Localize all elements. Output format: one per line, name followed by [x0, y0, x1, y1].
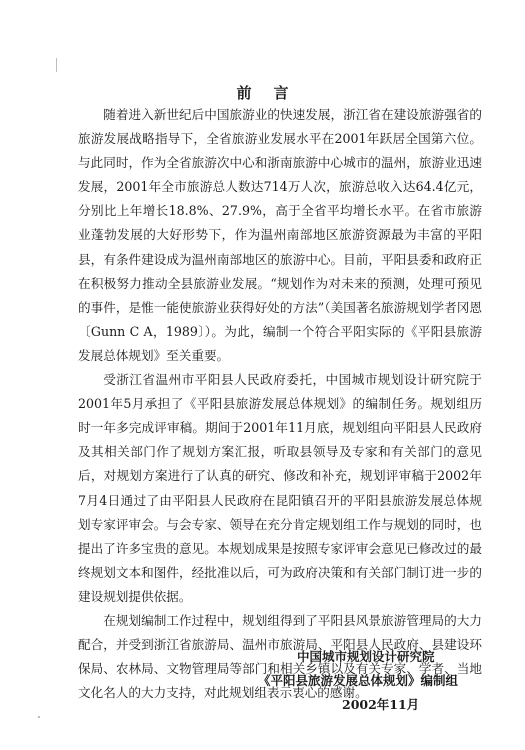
signature-institute: 中国城市规划设计研究院 — [297, 649, 435, 664]
scan-mark — [56, 58, 57, 72]
scan-mark — [38, 716, 40, 718]
paragraph-3: 在规划编制工作过程中，规划组得到了平阳县风景旅游管理局的大力配合，并受到浙江省旅游局、温州市旅游局、平阳县人民政府、县建设环保局、农林局、文物管理局等部门和相关乡镇以及有关专家、学者、当地文化名人的大力支持，对此规划组表示衷心的感谢。 — [78, 612, 482, 701]
paragraph-1: 随着进入新世纪后中国旅游业的快速发展，浙江省在建设旅游强省的旅游发展战略指导下，全省旅游业发展水平在2001年跃居全国第六位。与此同时，作为全省旅游次中心和浙南旅游中心城市的温州，旅游业迅速发展，2001年全市旅游总人数达714万人次，旅游总收入达64.4亿元，分别比上年增长18.8%、27.9%，高于全省平均增长水平。在省市旅游业蓬勃发展的大好形势下，作为温州南部地区旅游资源最为丰富的平阳县，有条件建设成为温州南部地区的旅游中心。目前，平阳县委和政府正在积极努力推动全县旅游业发展。“规划作为对未来的预测，处理可预见的事件，是惟一能使旅游业获得好处的方法”（美国著名旅游规划学者冈恩〔Gunn C A，1989〕）。为此，编制一个符合平阳实际的《平阳县旅游发展总体规划》至关重要。 — [78, 107, 482, 363]
paragraph-2: 受浙江省温州市平阳县人民政府委托，中国城市规划设计研究院于2001年5月承担了《平阳县旅游发展总体规划》的编制任务。规划组历时一年多完成评审稿。期间于2001年11月底，规划组向平阳县人民政府及其相关部门作了规划方案汇报，听取县领导及专家和有关部门的意见后，对规划方案进行了认真的研究、修改和补充，规划评审稿于2002年7月4日通过了由平阳县人民政府在昆阳镇召开的平阳县旅游发展总体规划专家评审会。与会专家、领导在充分肯定规划组工作与规划的同时，也提出了许多宝贵的意见。本规划成果是按照专家评审会意见已修改过的最终规划文本和图件，经批准以后，可为政府决策和有关部门制订进一步的建设规划提供依据。 — [78, 372, 482, 604]
preface-body — [78, 103, 482, 705]
signature-group: 《平阳县旅游发展总体规划》编制组 — [258, 673, 459, 688]
signature-date: 2002年11月 — [342, 697, 420, 712]
page-title: 前言 — [236, 84, 311, 102]
